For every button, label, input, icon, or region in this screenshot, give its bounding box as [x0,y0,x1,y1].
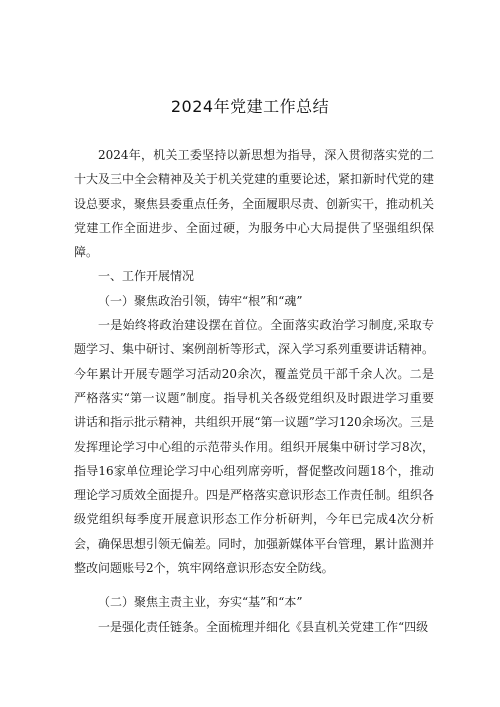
intro-paragraph: 2024年，机关工委坚持以新思想为指导，深入贯彻落实党的二十大及三中全会精神及关于机关党建的重要论述，紧扣新时代党的建设总要求，聚焦县委重点任务，全面履职尽责、创新实干，推动机关党建工作全面进步、全面过硬，为服务中心大局提供了坚强组织保障。 [74,148,435,260]
body-paragraph: 一是强化责任链条。全面梳理并细化《县直机关党建工作“四级 [98,619,429,634]
document-body [74,143,434,639]
document-title: 2024年党建工作总结 [170,97,330,116]
subsection-heading: （一）聚焦政治引领，铸牢“根”和“魂” [98,293,303,308]
subsection-heading: （二）聚焦主责主业，夯实“基”和“本” [98,595,303,610]
body-paragraph: 一是始终将政治建设摆在首位。全面落实政治学习制度,采取专题学习、集中研讨、案例剖析等形式，深入学习系列重要讲话精神。今年累计开展专题学习活动20余次，覆盖党员干部千余人次。二是严格落实“第一议题”制度。指导机关各级党组织及时跟进学习重要讲话和指示批示精神，共组织开展“第一议题”学习120余场次。三是发挥理论学习中心组的示范带头作用。组织开展集中研讨学习8次，指导16家单位理论学习中心组列席旁听，督促整改问题18个，推动理论学习质效全面提升。四是严格落实意识形态工作责任制。组织各级党组织每季度开展意识形态工作分析研判，今年已完成4次分析会，确保思想引领无偏差。同时，加强新媒体平台管理，累计监测并整改问题账号2个，筑牢网络意识形态安全防线。 [74,318,435,576]
section-heading: 一、工作开展情况 [98,269,195,284]
